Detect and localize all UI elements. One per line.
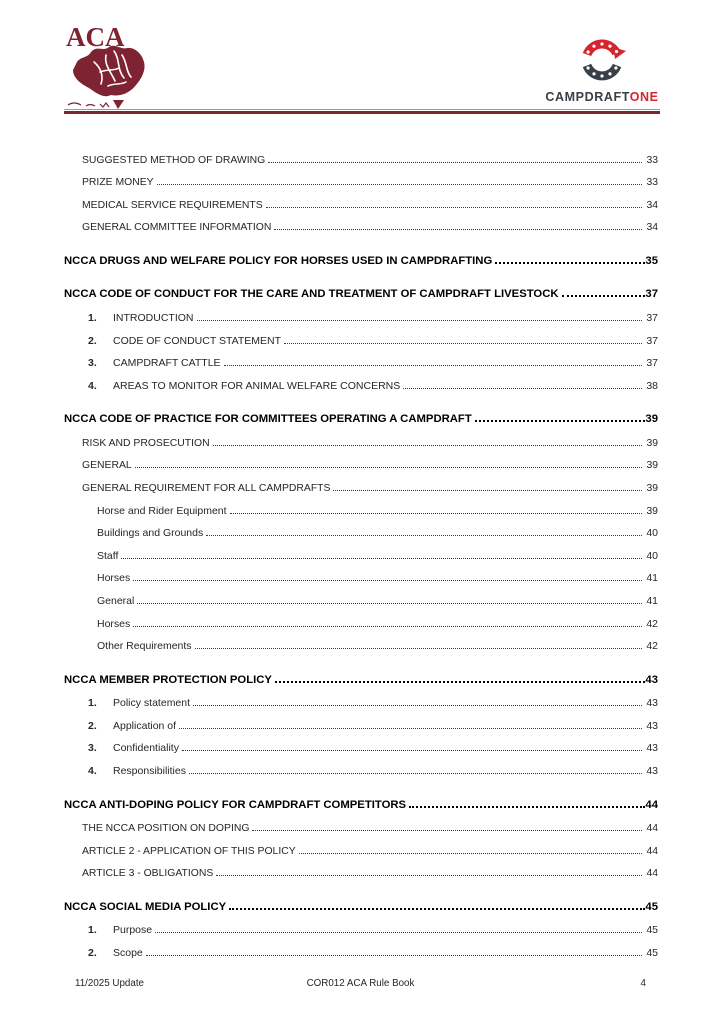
toc-entry-label: CAMPDRAFT CATTLE: [113, 357, 221, 370]
toc-entry-number: 4.: [88, 765, 97, 778]
toc-entry-label: NCCA SOCIAL MEDIA POLICY: [64, 900, 227, 913]
toc-entry: [64, 630, 658, 653]
toc-entry-label: Responsibilities: [113, 765, 186, 778]
toc-entry-page: 42: [646, 617, 658, 630]
toc-entry-page: 45: [646, 947, 658, 960]
toc-entry: [64, 494, 658, 517]
toc-entry-page: 33: [646, 177, 658, 189]
toc-entry-dot-leader: [284, 343, 642, 344]
toc-entry-page: 34: [646, 222, 658, 234]
toc-entry-page: 37: [645, 288, 658, 301]
toc-entry-dot-leader: [195, 648, 643, 649]
toc-entry-label: Policy statement: [113, 697, 191, 710]
toc-entry: [64, 324, 658, 347]
toc-entry: [64, 143, 658, 166]
toc-entry-page: 44: [645, 798, 658, 811]
toc-entry-label: Scope: [113, 947, 143, 960]
aca-logo: [64, 22, 186, 110]
toc-entry-page: 44: [646, 845, 658, 857]
toc-entry-dot-leader: [266, 207, 643, 208]
toc-entry-dot-leader: [133, 580, 642, 581]
toc-entry-label: Confidentiality: [113, 742, 179, 755]
toc-entry: [64, 584, 658, 607]
toc-entry: [64, 834, 658, 857]
toc-entry-label: Horses: [97, 572, 131, 585]
page-header: [64, 22, 662, 108]
toc-entry-dot-leader: [189, 773, 642, 774]
toc-entry-page: 44: [646, 868, 658, 880]
toc-entry-label: NCCA CODE OF PRACTICE FOR COMMITTEES OPERATING A CAMPDRAFT: [64, 413, 472, 426]
toc-entry-dot-leader: [252, 830, 642, 831]
toc-entry-label: NCCA MEMBER PROTECTION POLICY: [64, 673, 272, 686]
toc-entry-page: 43: [646, 719, 658, 732]
toc-list: [64, 143, 658, 959]
toc-entry-number: 2.: [88, 947, 97, 960]
toc-entry-page: 38: [646, 379, 658, 392]
toc-entry-label: CODE OF CONDUCT STATEMENT: [113, 334, 281, 347]
toc-entry: [64, 188, 658, 211]
toc-entry-label: GENERAL REQUIREMENT FOR ALL CAMPDRAFTS: [82, 483, 331, 495]
toc-entry-page: 45: [646, 924, 658, 937]
toc-entry-page: 44: [646, 823, 658, 835]
footer-update-label: 11/2025 Update: [75, 978, 144, 989]
page-footer: [64, 978, 660, 989]
toc-entry-label: GENERAL: [82, 460, 132, 472]
toc-entry-dot-leader: [179, 728, 642, 729]
toc-entry-label: SUGGESTED METHOD OF DRAWING: [82, 154, 266, 166]
toc-entry-dot-leader: [133, 626, 642, 627]
svg-text:ACA: ACA: [66, 22, 125, 52]
toc-entry-dot-leader: [137, 603, 642, 604]
toc-entry: [64, 812, 658, 835]
toc-entry-label: General: [97, 595, 135, 607]
toc-entry-label: NCCA DRUGS AND WELFARE POLICY FOR HORSES USED IN CAMPDRAFTING: [64, 254, 493, 267]
toc-entry-dot-leader: [157, 184, 643, 185]
toc-entry-dot-leader: [213, 445, 643, 446]
toc-entry-label: RISK AND PROSECUTION: [82, 437, 210, 449]
toc-entry: [64, 914, 658, 937]
toc-entry-dot-leader: [224, 365, 643, 366]
toc-entry-page: 37: [646, 311, 658, 324]
toc-entry-number: 2.: [88, 719, 97, 732]
toc-entry-page: 33: [646, 154, 658, 166]
toc-entry-label: Purpose: [113, 924, 153, 937]
toc-entry: [64, 347, 658, 370]
header-divider: [64, 109, 660, 114]
toc-entry-dot-leader: [475, 420, 646, 422]
toc-entry-label: NCCA ANTI-DOPING POLICY FOR CAMPDRAFT COMPETITORS: [64, 798, 407, 811]
toc-entry: [64, 732, 658, 755]
toc-entry: [64, 517, 658, 540]
toc-entry-label: MEDICAL SERVICE REQUIREMENTS: [82, 199, 263, 211]
toc-entry-label: THE NCCA POSITION ON DOPING: [82, 823, 250, 835]
horseshoe-icon: [542, 36, 662, 84]
toc-entry-label: NCCA CODE OF CONDUCT FOR THE CARE AND TREATMENT OF CAMPDRAFT LIVESTOCK: [64, 288, 559, 301]
toc-entry-page: 39: [646, 460, 658, 472]
footer-doc-title: COR012 ACA Rule Book: [306, 978, 415, 989]
toc-entry-page: 40: [646, 549, 658, 562]
toc-entry: [64, 607, 658, 630]
toc-entry-dot-leader: [275, 681, 645, 683]
toc-entry-page: 40: [646, 527, 658, 540]
toc-entry: [64, 709, 658, 732]
toc-entry-dot-leader: [299, 853, 643, 854]
toc-entry: [64, 369, 658, 392]
toc-entry-page: 45: [645, 900, 658, 913]
toc-entry-label: Horse and Rider Equipment: [97, 504, 227, 517]
toc-entry-page: 43: [645, 673, 658, 686]
toc-entry: [64, 471, 658, 494]
toc-entry-dot-leader: [135, 467, 643, 468]
toc-entry-dot-leader: [229, 908, 645, 910]
toc-entry: [64, 539, 658, 562]
toc-entry-dot-leader: [562, 295, 646, 297]
toc-entry-number: 4.: [88, 379, 97, 392]
toc-entry-page: 34: [646, 199, 658, 211]
toc-entry: [64, 936, 658, 959]
toc-entry-page: 39: [645, 413, 658, 426]
toc-entry: [64, 402, 658, 425]
toc-entry: [64, 301, 658, 324]
toc-entry: [64, 857, 658, 880]
toc-entry-page: 41: [646, 595, 658, 607]
toc-entry: [64, 890, 658, 913]
toc-entry-page: 35: [645, 254, 658, 267]
toc-entry-page: 37: [646, 334, 658, 347]
toc-entry-number: 1.: [88, 697, 97, 710]
toc-entry-dot-leader: [403, 388, 642, 389]
toc-entry: [64, 788, 658, 811]
toc-entry-number: 3.: [88, 357, 97, 370]
one-word: ONE: [629, 90, 659, 104]
toc-entry-dot-leader: [206, 535, 642, 536]
toc-entry-dot-leader: [268, 162, 642, 163]
toc-entry: [64, 687, 658, 710]
toc-entry-label: INTRODUCTION: [113, 311, 194, 324]
toc-entry-page: 43: [646, 765, 658, 778]
toc-entry-number: 3.: [88, 742, 97, 755]
toc-entry: [64, 211, 658, 234]
toc-entry-page: 39: [646, 437, 658, 449]
toc-entry: [64, 663, 658, 686]
toc-entry-number: 1.: [88, 311, 97, 324]
toc-entry-label: Buildings and Grounds: [97, 527, 204, 540]
toc-entry: [64, 562, 658, 585]
toc-entry: [64, 426, 658, 449]
toc-entry: [64, 449, 658, 472]
toc-entry: [64, 244, 658, 267]
toc-entry-label: Horses: [97, 617, 131, 630]
toc-entry: [64, 754, 658, 777]
toc-entry-dot-leader: [121, 558, 642, 559]
toc-entry-label: Other Requirements: [97, 640, 192, 653]
toc-entry-label: PRIZE MONEY: [82, 177, 154, 189]
toc-entry-dot-leader: [409, 806, 645, 808]
toc-entry-page: 39: [646, 483, 658, 495]
toc-entry-page: 42: [646, 640, 658, 653]
toc-entry-label: ARTICLE 2 - APPLICATION OF THIS POLICY: [82, 845, 296, 857]
toc-entry-dot-leader: [193, 705, 642, 706]
toc-entry-page: 43: [646, 697, 658, 710]
toc-entry-dot-leader: [333, 490, 642, 491]
toc-entry-label: ARTICLE 3 - OBLIGATIONS: [82, 868, 214, 880]
toc-entry-label: Application of: [113, 719, 177, 732]
toc-entry-dot-leader: [155, 932, 642, 933]
footer-page-number: 4: [640, 978, 646, 989]
toc-entry-dot-leader: [274, 229, 642, 230]
aca-australia-horse-logo-icon: [64, 22, 186, 110]
toc-entry-page: 37: [646, 357, 658, 370]
toc-entry-label: Staff: [97, 549, 119, 562]
toc-entry-label: GENERAL COMMITTEE INFORMATION: [82, 222, 272, 234]
toc-entry-page: 43: [646, 742, 658, 755]
toc-entry-number: 1.: [88, 924, 97, 937]
campdraftone-wordmark: [542, 90, 662, 104]
toc-entry-dot-leader: [230, 513, 643, 514]
toc-entry: [64, 277, 658, 300]
toc-entry-dot-leader: [197, 320, 643, 321]
toc-entry-label: AREAS TO MONITOR FOR ANIMAL WELFARE CONCERNS: [113, 379, 401, 392]
toc-entry-dot-leader: [216, 875, 642, 876]
toc-entry-dot-leader: [182, 750, 642, 751]
campdraftone-logo: [542, 36, 662, 104]
toc-entry-dot-leader: [495, 262, 645, 264]
campdraft-word: CAMPDRAFT: [545, 90, 630, 104]
toc-entry-page: 39: [646, 504, 658, 517]
toc-entry-number: 2.: [88, 334, 97, 347]
toc-entry-page: 41: [646, 572, 658, 585]
toc-entry: [64, 166, 658, 189]
toc-entry-dot-leader: [146, 955, 643, 956]
